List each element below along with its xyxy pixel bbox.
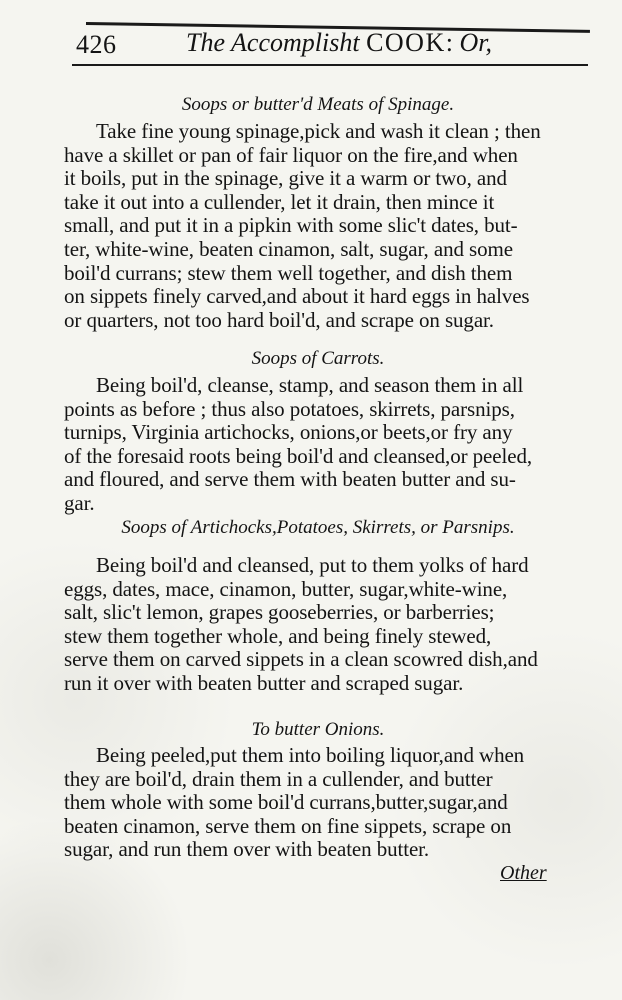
text-line: salt, slic't lemon, grapes gooseberries, or barberries; [64,600,495,625]
text-line: Being peeled,put them into boiling liquor,and when [96,743,525,767]
text-line: small, and put it in a pipkin with some slic't dates, but- [64,213,518,238]
page-number: 426 [76,30,117,59]
running-title-colon: : [445,28,460,57]
text-line: gar. [64,490,95,515]
text-line: Being boil'd, cleanse, stamp, and season them in all [96,373,524,397]
text-line: and floured, and serve them with beaten butter and su- [64,467,516,492]
text-line: or quarters, not too hard boil'd, and scrape on sugar. [64,307,494,332]
text-line: sugar, and run them over with beaten butter. [64,837,430,862]
text-line: have a skillet or pan of fair liquor on the fire,and when [64,142,518,167]
section-spinage [64,93,572,332]
running-title-tail: Or, [459,28,492,57]
text-line: it boils, put in the spinage, give it a warm or two, and [64,166,507,191]
text-line: points as before ; thus also potatoes, skirrets, parsnips, [64,396,515,421]
running-title-caps: COOK [366,28,446,57]
text-line: serve them on carved sippets in a clean scowred dish,and [64,647,538,672]
text-line: Take fine young spinage,pick and wash it clean ; then [96,119,541,143]
catchword: Other [500,862,547,884]
section-heading: To butter Onions. [251,719,385,740]
text-line: ter, white-wine, beaten cinamon, salt, sugar, and some [64,236,513,261]
text-line: beaten cinamon, serve them on fine sippets, scrape on [64,813,512,838]
section-heading: Soops of Artichocks,Potatoes, Skirrets, or Parsnips. [121,517,515,538]
text-line: run it over with beaten butter and scraped sugar. [64,670,464,695]
header-rule [72,64,588,66]
text-line: boil'd currans; stew them well together, and dish them [64,260,513,285]
text-line: them whole with some boil'd currans,butter,sugar,and [64,790,508,815]
running-title-italic: The Accomplisht [186,28,360,57]
text-line: take it out into a cullender, let it drain, then mince it [64,189,495,214]
text-line: Being boil'd and cleansed, put to them yolks of hard [96,553,529,577]
text-line: stew them together whole, and being finely stewed, [64,623,492,648]
section-artichocks [64,516,572,696]
section-carrots [64,347,572,516]
text-line: of the foresaid roots being boil'd and cleansed,or peeled, [64,443,532,468]
text-line: turnips, Virginia artichocks, onions,or beets,or fry any [64,420,513,445]
text-line: they are boil'd, drain them in a cullender, and butter [64,766,493,791]
running-title [186,28,492,58]
text-line: on sippets finely carved,and about it hard eggs in halves [64,284,530,309]
section-onions [64,718,572,862]
section-heading: Soops of Carrots. [251,348,385,369]
section-heading: Soops or butter'd Meats of Spinage. [181,94,455,115]
text-line: eggs, dates, mace, cinamon, butter, sugar,white-wine, [64,576,508,601]
